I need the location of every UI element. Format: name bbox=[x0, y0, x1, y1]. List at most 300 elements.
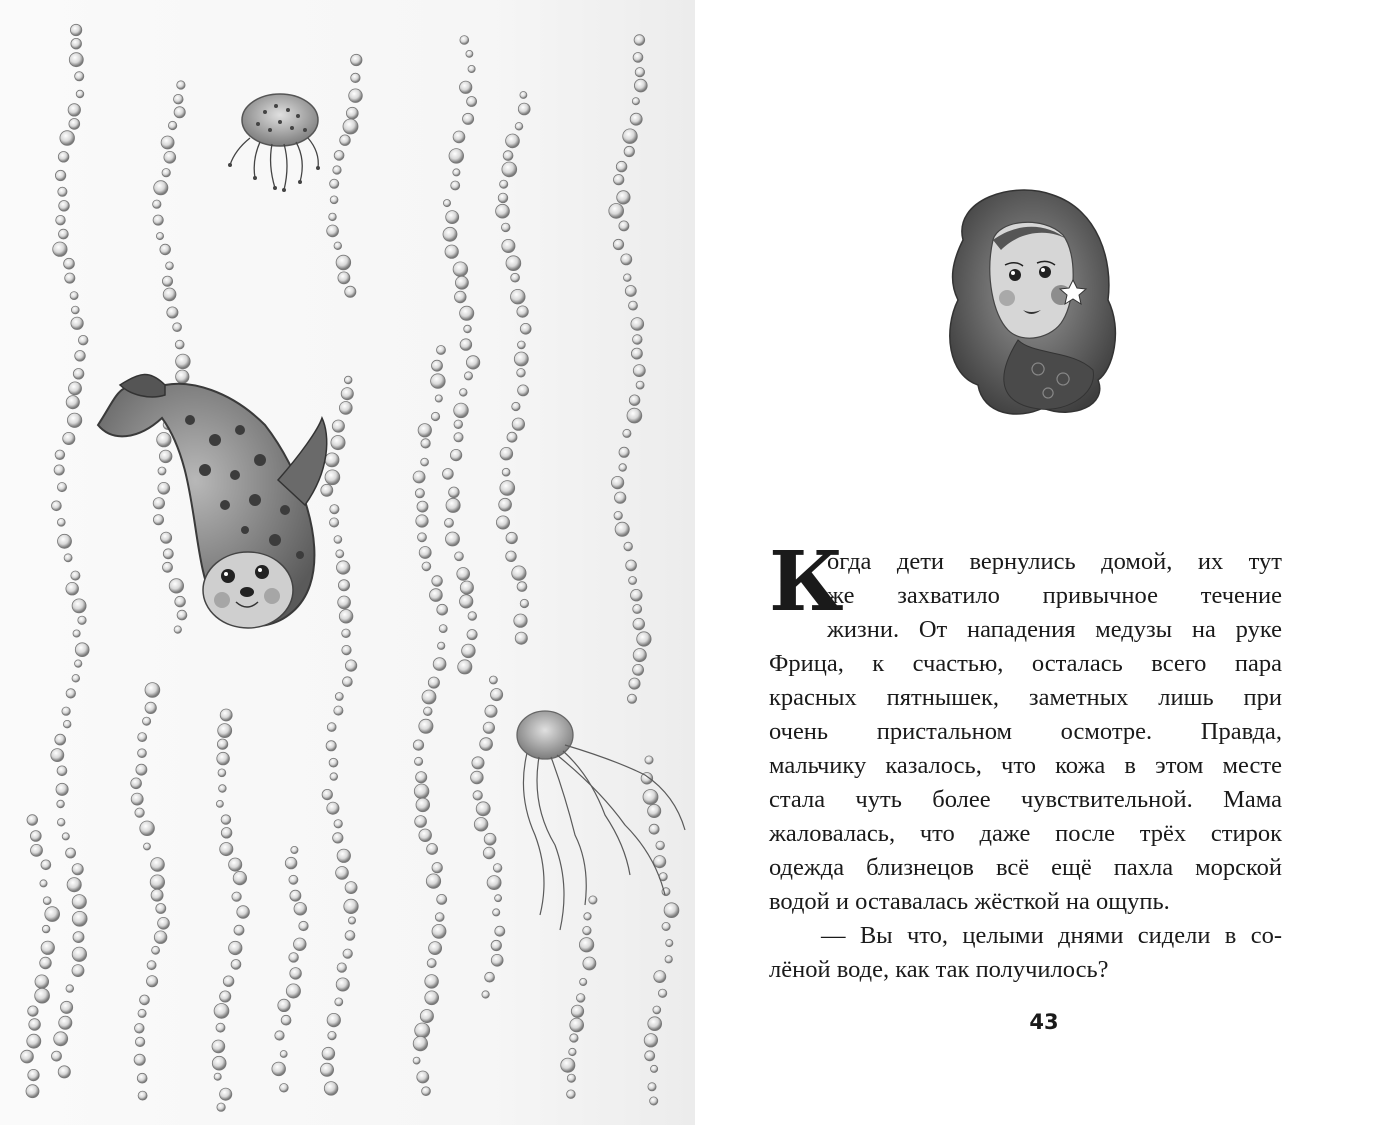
bubble-columns bbox=[21, 24, 679, 1111]
bubble bbox=[327, 1013, 340, 1026]
bubble bbox=[217, 1103, 225, 1111]
bubble bbox=[633, 365, 645, 377]
bubble bbox=[163, 288, 176, 301]
bubble bbox=[666, 940, 673, 947]
bubble bbox=[216, 1023, 225, 1032]
bubble bbox=[489, 676, 497, 684]
bubble bbox=[330, 505, 339, 514]
bubble bbox=[460, 389, 468, 397]
right-text-page bbox=[695, 0, 1393, 1125]
bubble bbox=[589, 896, 597, 904]
bubble bbox=[426, 874, 440, 888]
bubble bbox=[145, 702, 156, 713]
bubble bbox=[40, 880, 47, 887]
text-line-indented bbox=[769, 919, 1282, 953]
bubble bbox=[517, 306, 528, 317]
bubble bbox=[62, 707, 70, 715]
bubble bbox=[501, 223, 510, 232]
bubble bbox=[163, 549, 173, 559]
bubble bbox=[502, 239, 515, 252]
bubble bbox=[58, 187, 67, 196]
bubble bbox=[435, 395, 442, 402]
bubble bbox=[136, 764, 147, 775]
bubble bbox=[325, 453, 339, 467]
bubble bbox=[150, 875, 164, 889]
bubble bbox=[221, 828, 232, 839]
bubble bbox=[611, 476, 623, 488]
bubble bbox=[631, 589, 643, 601]
bubble bbox=[58, 534, 72, 548]
bubble bbox=[634, 35, 645, 46]
bubble bbox=[286, 984, 300, 998]
bubble bbox=[29, 1019, 41, 1031]
bubble bbox=[278, 999, 290, 1011]
bubble bbox=[415, 757, 423, 765]
bubble bbox=[432, 863, 442, 873]
bubble bbox=[64, 258, 75, 269]
bubble bbox=[518, 341, 526, 349]
bubble bbox=[21, 1050, 34, 1063]
bubble bbox=[72, 965, 84, 977]
bubble bbox=[621, 254, 632, 265]
bubble bbox=[443, 227, 457, 241]
bubble bbox=[322, 1047, 335, 1060]
bubble bbox=[419, 829, 432, 842]
bubble bbox=[72, 675, 80, 683]
bubble bbox=[520, 92, 527, 99]
bubble bbox=[415, 489, 424, 498]
bubble bbox=[344, 376, 352, 384]
bubble bbox=[424, 707, 433, 716]
bubble bbox=[73, 369, 84, 380]
bubble bbox=[419, 547, 431, 559]
bubble bbox=[474, 818, 488, 832]
bubble bbox=[76, 90, 84, 98]
bubble bbox=[217, 752, 230, 765]
bubble bbox=[219, 785, 227, 793]
bubble bbox=[629, 395, 640, 406]
bubble bbox=[140, 995, 150, 1005]
bubble bbox=[413, 740, 423, 750]
bubble bbox=[138, 1009, 146, 1017]
bubble bbox=[631, 348, 642, 359]
bubble bbox=[71, 571, 80, 580]
bubble bbox=[517, 582, 527, 592]
bubble bbox=[214, 1004, 229, 1019]
bubble bbox=[512, 418, 524, 430]
text-line: мальчику казалось, что кожа в этом месте bbox=[769, 752, 1282, 779]
bubble bbox=[349, 89, 363, 103]
bubble bbox=[619, 464, 627, 472]
bubble bbox=[28, 1006, 38, 1016]
bubble bbox=[351, 73, 360, 82]
bubble bbox=[168, 121, 176, 129]
bubble bbox=[482, 991, 489, 998]
bubble bbox=[571, 1005, 583, 1017]
bubble bbox=[515, 123, 523, 131]
bubble bbox=[212, 1040, 225, 1053]
bubble bbox=[665, 956, 672, 963]
bubble bbox=[413, 1036, 427, 1050]
bubble bbox=[294, 938, 307, 951]
bubble bbox=[633, 618, 645, 630]
bubble bbox=[614, 175, 624, 185]
bubble bbox=[285, 857, 297, 869]
bubble bbox=[135, 1024, 145, 1034]
bubble bbox=[291, 846, 298, 853]
bubble bbox=[343, 949, 352, 958]
bubble bbox=[174, 626, 181, 633]
bubble bbox=[446, 498, 460, 512]
bubble bbox=[56, 215, 66, 225]
bubble bbox=[431, 412, 439, 420]
bubble bbox=[580, 978, 587, 985]
bubble bbox=[329, 213, 337, 221]
bubble bbox=[294, 903, 307, 916]
bubble bbox=[613, 239, 623, 249]
bubble bbox=[502, 162, 517, 177]
bubble bbox=[615, 522, 629, 536]
bubble bbox=[344, 899, 358, 913]
bubble bbox=[161, 532, 172, 543]
bubble bbox=[654, 856, 666, 868]
bubble bbox=[662, 922, 670, 930]
bubble bbox=[58, 1066, 70, 1078]
bubble bbox=[214, 1073, 221, 1080]
bubble bbox=[72, 864, 83, 875]
bubble bbox=[455, 552, 464, 561]
bubble bbox=[157, 433, 171, 447]
bubble bbox=[648, 804, 661, 817]
bubble bbox=[485, 705, 497, 717]
bubble bbox=[73, 932, 84, 943]
bubble bbox=[66, 985, 74, 993]
bubble bbox=[60, 131, 75, 146]
bubble bbox=[466, 356, 479, 369]
bubble bbox=[175, 340, 184, 349]
bubble bbox=[619, 447, 629, 457]
bubble bbox=[491, 689, 503, 701]
bubble bbox=[583, 957, 596, 970]
bubble bbox=[627, 694, 636, 703]
bubble bbox=[43, 897, 51, 905]
bubble bbox=[327, 723, 336, 732]
bubble bbox=[71, 317, 83, 329]
bubble bbox=[290, 890, 301, 901]
bubble bbox=[27, 815, 38, 826]
bubble bbox=[59, 201, 70, 212]
text-line: очень пристальном осмотре. Правда, bbox=[769, 718, 1282, 745]
bubble bbox=[617, 191, 630, 204]
bubble bbox=[232, 892, 241, 901]
bubble bbox=[63, 432, 75, 444]
bubble bbox=[437, 894, 447, 904]
bubble bbox=[413, 471, 425, 483]
bubble bbox=[334, 242, 342, 250]
bubble bbox=[71, 38, 82, 49]
bubble bbox=[55, 450, 65, 460]
bubble bbox=[432, 576, 443, 587]
bubble bbox=[216, 800, 223, 807]
bubble bbox=[471, 771, 484, 784]
bubble bbox=[467, 630, 477, 640]
bubble bbox=[330, 196, 338, 204]
bubble bbox=[234, 925, 244, 935]
bubble bbox=[78, 335, 88, 345]
bubble bbox=[624, 542, 633, 551]
bubble bbox=[432, 360, 443, 371]
bubble bbox=[72, 947, 86, 961]
bubble bbox=[500, 180, 508, 188]
bubble bbox=[415, 1023, 430, 1038]
bubble bbox=[633, 649, 646, 662]
text-line: жизни. От нападения медузы на руке bbox=[827, 616, 1282, 643]
bubble bbox=[345, 286, 356, 297]
bubble bbox=[635, 68, 644, 77]
bubble bbox=[615, 492, 626, 503]
bubble bbox=[515, 632, 527, 644]
bubble bbox=[67, 878, 81, 892]
bubble bbox=[629, 678, 640, 689]
bubble bbox=[502, 468, 510, 476]
bubble bbox=[579, 938, 593, 952]
bubble bbox=[147, 976, 158, 987]
bubble bbox=[138, 749, 147, 758]
bubble bbox=[66, 689, 75, 698]
bubble bbox=[455, 291, 467, 303]
bubble bbox=[567, 1090, 576, 1099]
bubble bbox=[491, 940, 501, 950]
bubble bbox=[443, 469, 454, 480]
bubble bbox=[71, 306, 79, 314]
bubble bbox=[345, 660, 356, 671]
bubble bbox=[69, 119, 80, 130]
bubble bbox=[40, 957, 52, 969]
bubble bbox=[160, 244, 171, 255]
bubble bbox=[624, 146, 634, 156]
bubble bbox=[289, 875, 298, 884]
bubble bbox=[473, 791, 482, 800]
bubble bbox=[658, 989, 666, 997]
bubble bbox=[630, 113, 642, 125]
bubble bbox=[428, 677, 439, 688]
bubble bbox=[54, 465, 64, 475]
bubble bbox=[648, 1083, 656, 1091]
bubble bbox=[154, 181, 168, 195]
left-illustration-page bbox=[0, 0, 695, 1125]
bubble bbox=[324, 1082, 338, 1096]
bubble bbox=[651, 1065, 658, 1072]
bubble bbox=[335, 693, 343, 701]
bubble bbox=[41, 860, 51, 870]
bubble bbox=[416, 515, 428, 527]
seal-figure bbox=[98, 374, 327, 628]
bubble bbox=[569, 1048, 576, 1055]
bubble bbox=[52, 501, 62, 511]
bubble bbox=[158, 482, 170, 494]
bubble bbox=[144, 843, 151, 850]
bubble bbox=[156, 904, 166, 914]
bubble bbox=[138, 1091, 147, 1100]
bubble bbox=[584, 913, 591, 920]
bubble bbox=[280, 1084, 289, 1093]
bubble bbox=[131, 778, 142, 789]
bubble bbox=[340, 135, 351, 146]
bubble bbox=[162, 276, 172, 286]
bubble bbox=[31, 844, 43, 856]
bubble bbox=[35, 988, 50, 1003]
bubble bbox=[59, 229, 69, 239]
bubble bbox=[484, 833, 496, 845]
bubble bbox=[421, 439, 430, 448]
bubble bbox=[218, 724, 232, 738]
bubble bbox=[518, 103, 530, 115]
bubble bbox=[138, 733, 147, 742]
bubble bbox=[72, 895, 86, 909]
bubble bbox=[627, 408, 642, 423]
bubble bbox=[343, 677, 353, 687]
bubble bbox=[218, 769, 226, 777]
bubble bbox=[175, 596, 186, 607]
bubble bbox=[633, 664, 644, 675]
bubble bbox=[483, 847, 495, 859]
bubble bbox=[55, 170, 65, 180]
bubble bbox=[54, 1032, 68, 1046]
bubble bbox=[417, 501, 428, 512]
dialogue-text: — Вы что, целыми днями сидели в со- bbox=[821, 922, 1282, 949]
bubble bbox=[430, 589, 443, 602]
bubble bbox=[237, 906, 250, 919]
bubble bbox=[650, 1097, 658, 1105]
bubble bbox=[653, 1006, 661, 1014]
bubble bbox=[45, 907, 60, 922]
bubble bbox=[414, 784, 429, 799]
bubble bbox=[460, 595, 473, 608]
bubble bbox=[66, 848, 76, 858]
text-line: огда дети вернулись домой, их тут bbox=[827, 548, 1282, 575]
bubble bbox=[67, 413, 81, 427]
bubble bbox=[42, 925, 50, 933]
jellyfish-top-figure bbox=[228, 94, 320, 192]
bubble bbox=[338, 596, 351, 609]
bubble bbox=[649, 824, 659, 834]
bubble bbox=[65, 273, 75, 283]
bubble bbox=[419, 719, 433, 733]
bubble bbox=[153, 498, 164, 509]
bubble bbox=[506, 134, 520, 148]
bubble bbox=[437, 346, 446, 355]
bubble bbox=[625, 286, 636, 297]
bubble bbox=[59, 1016, 72, 1029]
bubble bbox=[272, 1062, 286, 1076]
bubble bbox=[453, 262, 468, 277]
bubble bbox=[570, 1018, 584, 1032]
bubble bbox=[329, 758, 338, 767]
bubble bbox=[458, 660, 472, 674]
bubble bbox=[328, 1031, 336, 1039]
bubble bbox=[645, 1051, 655, 1061]
bubble bbox=[619, 221, 629, 231]
bubble bbox=[446, 532, 460, 546]
bubble bbox=[169, 579, 183, 593]
bubble bbox=[229, 941, 242, 954]
bubble bbox=[62, 833, 69, 840]
bubble bbox=[61, 1001, 73, 1013]
bubble bbox=[134, 1054, 145, 1065]
bubble bbox=[281, 1015, 291, 1025]
bubble bbox=[460, 339, 472, 351]
bubble bbox=[507, 432, 517, 442]
bubble bbox=[512, 566, 526, 580]
bubble bbox=[643, 790, 658, 805]
bubble bbox=[449, 149, 464, 164]
bubble bbox=[330, 179, 339, 188]
bubble bbox=[421, 458, 429, 466]
bubble bbox=[30, 831, 41, 842]
bubble bbox=[457, 568, 470, 581]
bubble bbox=[338, 272, 350, 284]
bubble bbox=[500, 481, 515, 496]
bubble bbox=[275, 1031, 284, 1040]
bubble bbox=[449, 487, 460, 498]
bubble bbox=[637, 632, 651, 646]
bubble bbox=[644, 1034, 657, 1047]
bubble bbox=[654, 971, 666, 983]
bubble bbox=[337, 849, 350, 862]
bubble bbox=[135, 1037, 144, 1046]
bubble bbox=[417, 1071, 429, 1083]
bubble bbox=[231, 960, 241, 970]
bubble bbox=[220, 843, 233, 856]
bubble bbox=[496, 204, 510, 218]
bubble bbox=[336, 978, 349, 991]
bubble bbox=[435, 913, 444, 922]
bubble bbox=[570, 1034, 578, 1042]
bubble bbox=[156, 233, 163, 240]
bubble bbox=[338, 580, 349, 591]
bubble bbox=[57, 766, 67, 776]
bubble bbox=[337, 561, 350, 574]
bubble bbox=[464, 372, 472, 380]
bubble bbox=[339, 402, 352, 415]
bubble bbox=[336, 550, 344, 558]
bubble bbox=[431, 374, 446, 389]
bubble bbox=[483, 722, 494, 733]
bubble bbox=[454, 433, 463, 442]
bubble bbox=[27, 1034, 41, 1048]
bubble bbox=[72, 911, 87, 926]
bubble bbox=[561, 1058, 575, 1072]
bubble bbox=[460, 306, 474, 320]
bubble bbox=[468, 612, 477, 621]
bubble bbox=[145, 683, 160, 698]
bubble bbox=[57, 518, 65, 526]
bubble bbox=[453, 131, 465, 143]
bubble bbox=[616, 161, 627, 172]
bubble bbox=[290, 968, 302, 980]
drop-cap-letter: К bbox=[769, 534, 844, 630]
bubble bbox=[517, 369, 526, 378]
bubble bbox=[418, 533, 427, 542]
bubble bbox=[174, 107, 185, 118]
bubble bbox=[147, 961, 156, 970]
bubble bbox=[64, 554, 72, 562]
bubble bbox=[626, 560, 637, 571]
bubble bbox=[159, 450, 172, 463]
bubble bbox=[493, 909, 500, 916]
bubble bbox=[413, 1057, 420, 1064]
bubble bbox=[70, 24, 81, 35]
